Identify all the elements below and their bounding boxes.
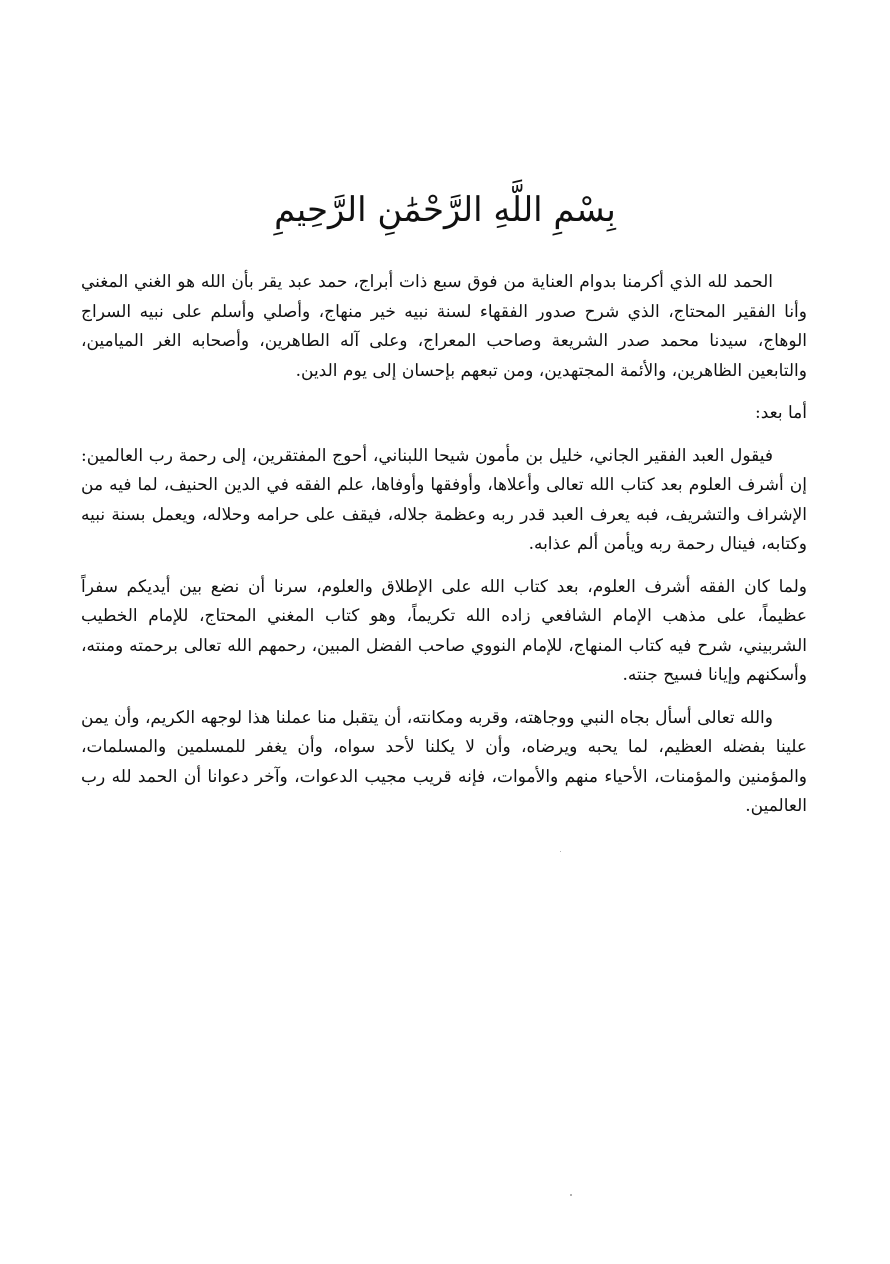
paragraph-closing-prayer: والله تعالى أسأل بجاه النبي ووجاهته، وقربه ومكانته، أن يتقبل منا عملنا هذا لوجهه الكريم، وأن يمن علينا بفضله العظيم، لما يحبه ويرضاه، وأن لا يكلنا لأحد سواه، وأن يغفر للمسلمين والمسلمات، والمؤمنين والمؤمنات، الأحياء منهم والأموات، فإنه قريب مجيب الدعوات، وآخر دعوانا أن الحمد لله رب العالمين. (81, 707, 807, 816)
paragraph-author-intro: فيقول العبد الفقير الجاني، خليل بن مأمون شيحا اللبناني، أحوج المفتقرين، إلى رحمة رب العالمين: إن أشرف العلوم بعد كتاب الله تعالى وأعلاها، وأوفقها وأوفاها، علم الفقه في الدين الحنيف، لما فيه من الإشراف والتشريف، فبه يعرف العبد قدر ربه وعظمة جلاله، فيقف على حرامه وحلاله، ويعمل بسنة نبيه وكتابه، فينال رحمة ربه ويأمن ألم عذابه. (81, 445, 807, 554)
document-body (81, 268, 807, 835)
paragraph-amma-bad: أما بعد: (755, 403, 807, 423)
scan-speck (570, 1194, 572, 1196)
paragraph-book-intro: ولما كان الفقه أشرف العلوم، بعد كتاب الله على الإطلاق والعلوم، سرنا أن نضع بين أيديكم سفراً عظيماً، على مذهب الإمام الشافعي زاده الله تكريماً، وهو كتاب المغني المحتاج، للإمام الخطيب الشربيني، شرح فيه كتاب المنهاج، للإمام النووي صاحب الفضل المبين، رحمهم الله تعالى برحمته ومنته، وأسكنهم وإيانا فسيح جنته. (81, 576, 807, 685)
scan-speck (560, 851, 561, 852)
basmala-heading: بِسْمِ اللَّهِ الرَّحْمَٰنِ الرَّحِيمِ (274, 190, 616, 230)
paragraph-opening-praise: الحمد لله الذي أكرمنا بدوام العناية من فوق سبع ذات أبراج، حمد عبد يقر بأن الله هو الغني المغني وأنا الفقير المحتاج، الذي شرح صدور الفقهاء لسنة نبيه خير منهاج، وأصلي وأسلم على نبيه السراج الوهاج، سيدنا محمد صدر الشريعة وصاحب المعراج، وعلى آله الطاهرين، وأصحابه الغر الميامين، والتابعين الظاهرين، والأئمة المجتهدين، ومن تبعهم بإحسان إلى يوم الدين. (81, 272, 807, 381)
